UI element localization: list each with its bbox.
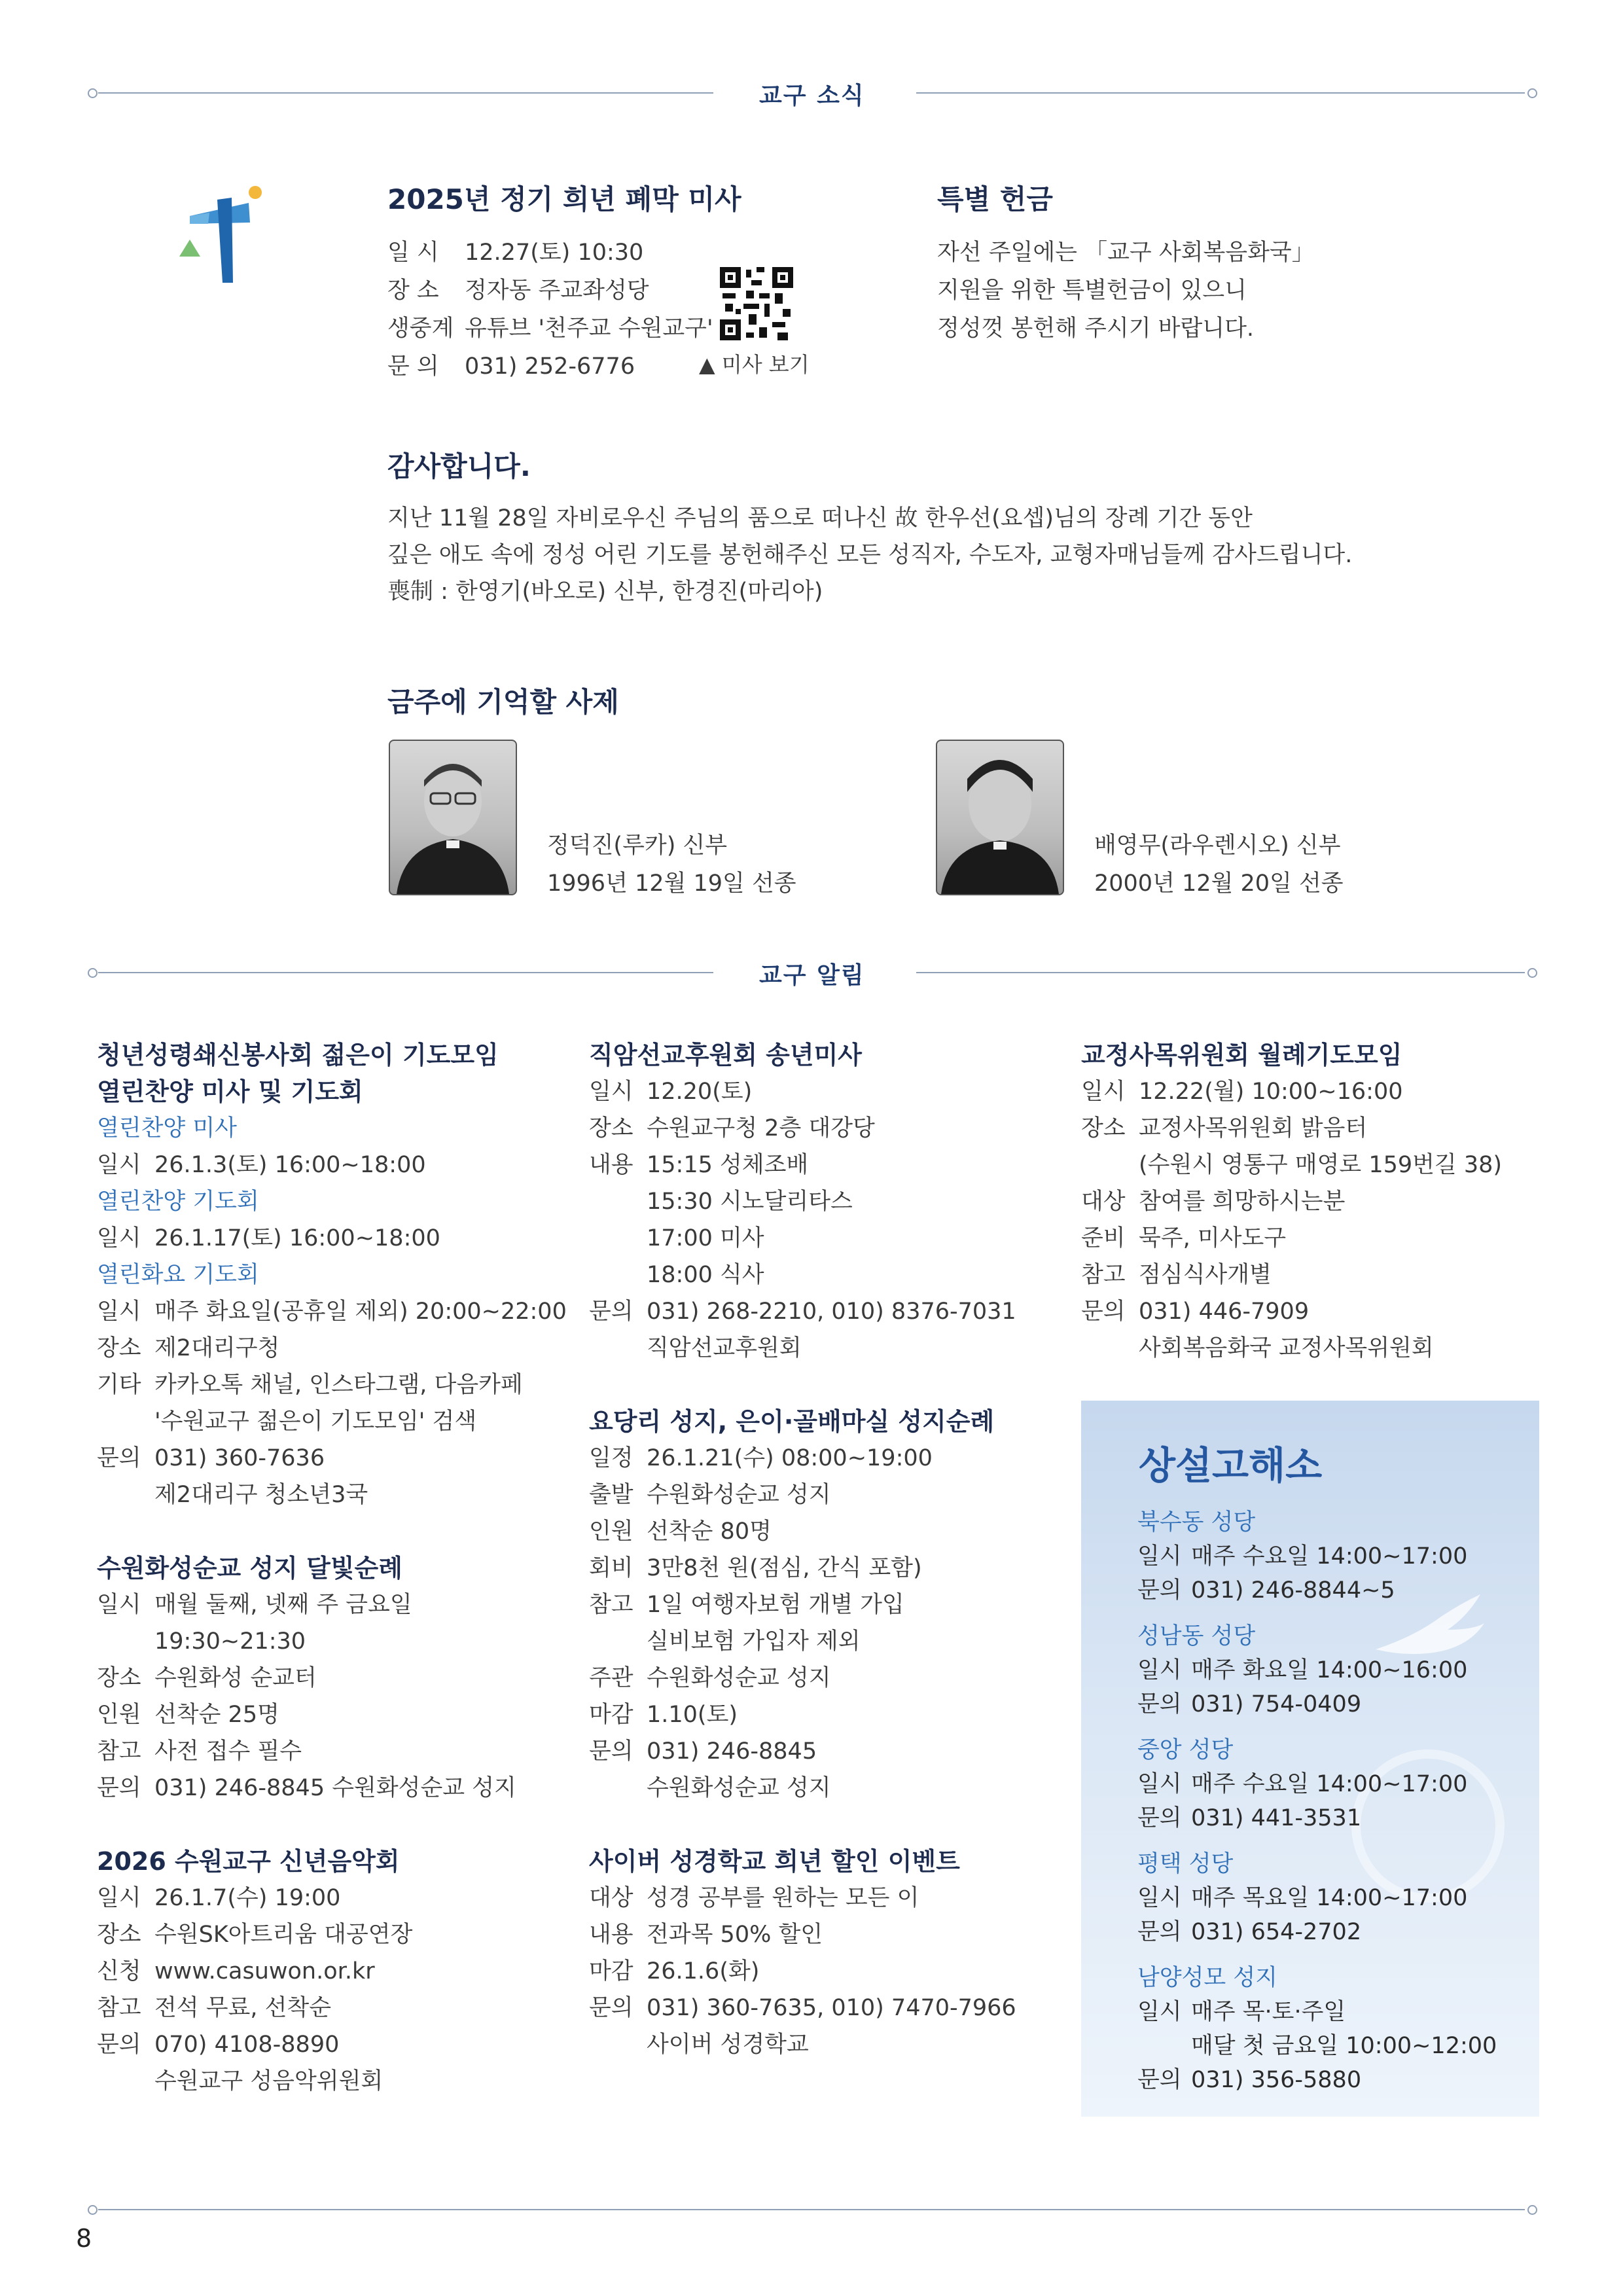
confession-row-value: 매주 화요일 14:00~16:00 (1191, 1657, 1468, 1683)
priest-photo (936, 740, 1064, 895)
notice-row-value: 26.1.7(수) 19:00 (154, 1885, 341, 1911)
notice-row (97, 2063, 568, 2100)
notice-row-value: 수원교구 성음악위원회 (154, 2068, 383, 2094)
notice-row (97, 2026, 568, 2063)
notice-row (97, 1293, 568, 1330)
offering-line: 자선 주일에는 「교구 사회복음화국」 (937, 240, 1315, 266)
notice-row-label: 주관 (589, 1665, 633, 1691)
notice-row-value: 성경 공부를 원하는 모든 이 (647, 1885, 919, 1911)
confession-list (1137, 1505, 1497, 2109)
notice-row-label: 장소 (97, 1665, 141, 1691)
confession-place (1137, 1961, 1497, 2097)
notice-row-value: 15:15 성체조배 (647, 1152, 809, 1178)
notice-row-value: 교정사목위원회 밝음터 (1139, 1115, 1368, 1141)
notice-row-value: 전석 무료, 선착순 (154, 1995, 332, 2021)
confession-row (1137, 2063, 1497, 2097)
notice-row-label: 참고 (589, 1592, 633, 1618)
notice-row-value: 수원교구청 2층 대강당 (647, 1115, 875, 1141)
notice-row-value: 실비보험 가입자 제외 (647, 1628, 861, 1655)
priest-name: 정덕진(루카) 신부 (547, 833, 728, 859)
notice-row-label: 대상 (1081, 1189, 1126, 1215)
notice-row (97, 1770, 568, 1806)
notice-row-label (589, 1220, 647, 1257)
notice-row (1081, 1220, 1552, 1257)
notice-row-value: 031) 246-8845 수원화성순교 성지 (154, 1775, 516, 1801)
confession-row-value: 매주 목·토·주일 (1191, 1999, 1346, 2025)
divider (916, 972, 1525, 973)
thanks-line: 喪制 : 한영기(바오로) 신부, 한경진(마리아) (387, 579, 823, 605)
notice-row (589, 1587, 1060, 1623)
notice-row-value: 사전 접수 필수 (154, 1738, 302, 1765)
notice-row-value: 선착순 80명 (647, 1518, 772, 1545)
confession-row-value: 매주 목요일 14:00~17:00 (1191, 1885, 1468, 1911)
notice-row-label: 일시 (97, 1885, 141, 1911)
offering-title: 특별 헌금 (937, 183, 1053, 215)
confession-row-label: 일시 (1137, 1657, 1182, 1683)
confession-row-value: 031) 441-3531 (1191, 1805, 1362, 1831)
notice-row-value: 수원화성 순교터 (154, 1665, 317, 1691)
notice-row-label (97, 2063, 154, 2100)
confession-place (1137, 1847, 1497, 1949)
page-number: 8 (76, 2224, 92, 2253)
confession-place-name: 성남동 성당 (1137, 1623, 1256, 1649)
notice-row-label: 일시 (97, 1225, 141, 1251)
notice-row (97, 1220, 568, 1257)
confession-row-value: 매달 첫 금요일 10:00~12:00 (1191, 2033, 1497, 2059)
notice-row-value: 18:00 식사 (647, 1262, 764, 1288)
notice-row (589, 1953, 1060, 1990)
qr-caption: ▲ 미사 보기 (699, 352, 810, 377)
notice-row (589, 1220, 1060, 1257)
confession-place (1137, 1505, 1497, 1607)
notice-row (97, 1953, 568, 1990)
confession-row-value: 매주 수요일 14:00~17:00 (1191, 1771, 1468, 1797)
confession-row-label: 일시 (1137, 1543, 1182, 1570)
confession-row-label: 일시 (1137, 1999, 1182, 2025)
notice-row (97, 1403, 568, 1440)
notice-row-label: 일시 (97, 1299, 141, 1325)
notice-subtitle: 열린찬양 기도회 (97, 1189, 259, 1215)
notice-row-label: 장소 (1081, 1115, 1126, 1141)
notice-row-value: 3만8천 원(점심, 간식 포함) (647, 1555, 922, 1581)
confession-row-value: 031) 754-0409 (1191, 1691, 1362, 1717)
notice-row-value: 묵주, 미사도구 (1139, 1225, 1287, 1251)
jubilee-row: 문 의 031) 252-6776 (387, 353, 635, 380)
notice-row-label: 일정 (589, 1445, 633, 1471)
notice-row (1081, 1110, 1552, 1147)
notice-row-value: 참여를 희망하시는분 (1139, 1189, 1346, 1215)
notice-row-label: 문의 (589, 1738, 633, 1765)
notice-row-value: 17:00 미사 (647, 1225, 764, 1251)
notice-row-label: 준비 (1081, 1225, 1126, 1251)
notice-row (589, 1257, 1060, 1293)
notice-row-label: 마감 (589, 1702, 633, 1728)
confession-place-name: 평택 성당 (1137, 1851, 1234, 1877)
notice-title: 요당리 성지, 은이·골배마실 성지순례 (589, 1407, 995, 1436)
notice-subtitle: 열린화요 기도회 (97, 1262, 259, 1288)
confession-row (1137, 1539, 1497, 1573)
notice-row-label (589, 1623, 647, 1660)
notice-row (1081, 1147, 1552, 1183)
notice-row-value: 031) 360-7635, 010) 7470-7966 (647, 1995, 1016, 2021)
thanks-title: 감사합니다. (387, 450, 531, 482)
notice-title: 열린찬양 미사 및 기도회 (97, 1077, 363, 1106)
notice-row (589, 1183, 1060, 1220)
notice-row-label: 인원 (97, 1702, 141, 1728)
notice-row (97, 1623, 568, 1660)
notice-row-label: 장소 (97, 1335, 141, 1361)
notice-row-value: 매주 화요일(공휴일 제외) 20:00~22:00 (154, 1299, 567, 1325)
jubilee-title: 2025년 정기 희년 폐막 미사 (387, 183, 741, 215)
notice-row (97, 1733, 568, 1770)
notice-row (97, 1330, 568, 1367)
confession-row-value: 매주 수요일 14:00~17:00 (1191, 1543, 1468, 1570)
confession-row-label: 일시 (1137, 1771, 1182, 1797)
rule-end-dot (1527, 968, 1537, 978)
notice-row (97, 1990, 568, 2026)
rule-end-dot (1527, 2205, 1537, 2215)
notice-row-label (97, 1403, 154, 1440)
section-title: 교구 알림 (759, 962, 865, 989)
notice-row-label (589, 1257, 647, 1293)
notice-column-3 (1081, 1037, 1552, 1367)
priest-photo (389, 740, 517, 895)
notice-row (589, 1513, 1060, 1550)
rule-end-dot (88, 2205, 98, 2215)
confession-title: 상설고해소 (1139, 1443, 1323, 1488)
offering-line: 정성껏 봉헌해 주시기 바랍니다. (937, 315, 1255, 342)
divider (98, 972, 713, 973)
rule-end-dot (1527, 88, 1537, 98)
confession-row-label: 문의 (1137, 1691, 1182, 1717)
confession-row-value: 031) 246-8844~5 (1191, 1577, 1395, 1604)
confession-row (1137, 1915, 1497, 1949)
notice-row-label: 일시 (1081, 1079, 1126, 1105)
notice-row-label: 참고 (97, 1738, 141, 1765)
spacer (589, 1806, 1060, 1843)
notice-row-label: 문의 (1081, 1299, 1126, 1325)
rule-end-dot (88, 968, 98, 978)
notice-row-label: 장소 (97, 1922, 141, 1948)
jubilee-row: 일 시 12.27(토) 10:30 (387, 240, 644, 266)
notice-row-value: 제2대리구 청소년3국 (154, 1482, 368, 1508)
notice-row-label: 참고 (97, 1995, 141, 2021)
notice-row (97, 1916, 568, 1953)
notice-row-label: 일시 (589, 1079, 633, 1105)
notice-row-label (589, 2026, 647, 2063)
notice-row (589, 1440, 1060, 1477)
divider (916, 92, 1525, 94)
notice-row-label: 마감 (589, 1958, 633, 1984)
priest-date: 2000년 12월 20일 선종 (1094, 870, 1344, 897)
notice-row (97, 1477, 568, 1513)
notice-row-label (589, 1183, 647, 1220)
priest-name: 배영무(라우렌시오) 신부 (1094, 833, 1341, 859)
spacer (97, 1806, 568, 1843)
confession-place (1137, 1619, 1497, 1721)
confession-row-label: 문의 (1137, 1805, 1182, 1831)
notice-row-label: 문의 (97, 2032, 141, 2058)
notice-row-label: 인원 (589, 1518, 633, 1545)
notice-title: 수원화성순교 성지 달빛순례 (97, 1554, 402, 1583)
notice-row-value: 매월 둘째, 넷째 주 금요일 (154, 1592, 412, 1618)
notice-row (589, 1073, 1060, 1110)
notice-row-label: 문의 (97, 1775, 141, 1801)
section-title: 교구 소식 (759, 82, 865, 109)
notice-row (589, 1293, 1060, 1330)
notice-row-value: 사이버 성경학교 (647, 2032, 809, 2058)
notice-row-label (1081, 1147, 1139, 1183)
confession-row (1137, 1687, 1497, 1721)
qr-code-icon[interactable] (720, 267, 793, 340)
notice-row (589, 1733, 1060, 1770)
notice-row-label: 대상 (589, 1885, 633, 1911)
notice-row-label (1081, 1330, 1139, 1367)
notice-row (589, 1696, 1060, 1733)
notice-title: 직암선교후원회 송년미사 (589, 1041, 863, 1069)
notice-row (589, 1550, 1060, 1587)
notice-column-1 (97, 1037, 568, 2100)
notice-row-value: 1.10(토) (647, 1702, 738, 1728)
notice-row-label: 참고 (1081, 1262, 1126, 1288)
rule-end-dot (88, 88, 98, 98)
confession-place-name: 중앙 성당 (1137, 1737, 1234, 1763)
divider (98, 2209, 1525, 2210)
notice-row-value: 점심식사개별 (1139, 1262, 1272, 1288)
notice-row-value: (수원시 영통구 매영로 159번길 38) (1139, 1152, 1503, 1178)
notice-row-value: 수원화성순교 성지 (647, 1665, 831, 1691)
confession-place-name: 남양성모 성지 (1137, 1965, 1277, 1991)
notice-column-2 (589, 1037, 1060, 2063)
notice-row-value: 수원화성순교 성지 (647, 1775, 831, 1801)
notice-row-label: 문의 (589, 1299, 633, 1325)
notice-row (589, 1110, 1060, 1147)
notice-row-label (97, 1477, 154, 1513)
confession-row-label: 일시 (1137, 1885, 1182, 1911)
notice-title: 사이버 성경학교 희년 할인 이벤트 (589, 1847, 960, 1876)
confession-row-value: 031) 654-2702 (1191, 1919, 1362, 1945)
jubilee-row: 생중계 유튜브 '천주교 수원교구' (387, 315, 713, 342)
offering-line: 지원을 위한 특별헌금이 있으니 (937, 278, 1247, 304)
notice-row (1081, 1293, 1552, 1330)
notice-row-label (589, 1770, 647, 1806)
notice-row-value: 26.1.21(수) 08:00~19:00 (647, 1445, 933, 1471)
spacer (589, 1367, 1060, 1403)
confession-row (1137, 1881, 1497, 1915)
notice-row-label (589, 1330, 647, 1367)
notice-row-label: 일시 (97, 1152, 141, 1178)
notice-row-value: 070) 4108-8890 (154, 2032, 340, 2058)
notice-row (589, 1147, 1060, 1183)
notice-row (589, 2026, 1060, 2063)
notice-row (97, 1440, 568, 1477)
notice-row-value: '수원교구 젊은이 기도모임' 검색 (154, 1408, 477, 1435)
notice-row (1081, 1183, 1552, 1220)
notice-row-value: 031) 446-7909 (1139, 1299, 1310, 1325)
notice-row (589, 1330, 1060, 1367)
notice-row-value: 031) 360-7636 (154, 1445, 325, 1471)
notice-row (589, 1623, 1060, 1660)
diocese-logo-icon (177, 183, 275, 288)
notice-row (1081, 1330, 1552, 1367)
notice-row-value: 직암선교후원회 (647, 1335, 802, 1361)
notice-row (97, 1367, 568, 1403)
confession-place (1137, 1733, 1497, 1835)
notice-row (97, 1880, 568, 1916)
notice-row-label: 내용 (589, 1152, 633, 1178)
notice-row-value: 031) 246-8845 (647, 1738, 817, 1765)
notice-row (589, 1477, 1060, 1513)
confession-row-label: 문의 (1137, 1919, 1182, 1945)
notice-row-label: 회비 (589, 1555, 633, 1581)
notice-row-label: 일시 (97, 1592, 141, 1618)
confession-row (1137, 1801, 1497, 1835)
notice-row-label: 문의 (589, 1995, 633, 2021)
thanks-line: 깊은 애도 속에 정성 어린 기도를 봉헌해주신 모든 성직자, 수도자, 교형자매님들께 감사드립니다. (387, 542, 1353, 568)
confession-row-label (1137, 2029, 1191, 2063)
confession-row (1137, 1573, 1497, 1607)
notice-row (589, 1916, 1060, 1953)
priest-date: 1996년 12월 19일 선종 (547, 870, 796, 897)
notice-row-value: 수원화성순교 성지 (647, 1482, 831, 1508)
notice-row-label: 장소 (589, 1115, 633, 1141)
notice-row-value: 15:30 시노달리타스 (647, 1189, 853, 1215)
notice-row-value: 제2대리구청 (154, 1335, 280, 1361)
notice-row (97, 1696, 568, 1733)
notice-row (97, 1147, 568, 1183)
jubilee-row: 장 소 정자동 주교좌성당 (387, 278, 649, 304)
notice-row-label: 출발 (589, 1482, 633, 1508)
notice-row-value: 선착순 25명 (154, 1702, 279, 1728)
confession-row (1137, 1995, 1497, 2029)
confession-box (1081, 1401, 1539, 2117)
notice-row-value: 26.1.3(토) 16:00~18:00 (154, 1152, 426, 1178)
thanks-line: 지난 11월 28일 자비로우신 주님의 품으로 떠나신 故 한우선(요셉)님의 장례 기간 동안 (387, 505, 1253, 531)
notice-row (97, 1587, 568, 1623)
notice-row (589, 1990, 1060, 2026)
memorial-title: 금주에 기억할 사제 (387, 686, 619, 718)
confession-row (1137, 2029, 1497, 2063)
notice-row-value: 사회복음화국 교정사목위원회 (1139, 1335, 1434, 1361)
notice-row-value: 12.20(토) (647, 1079, 753, 1105)
confession-row-label: 문의 (1137, 2067, 1182, 2093)
notice-row-value: 19:30~21:30 (154, 1628, 306, 1655)
notice-row (1081, 1257, 1552, 1293)
confession-row (1137, 1767, 1497, 1801)
confession-row (1137, 1653, 1497, 1687)
notice-row-label: 신청 (97, 1958, 141, 1984)
notice-row-label: 문의 (97, 1445, 141, 1471)
notice-row-label: 내용 (589, 1922, 633, 1948)
confession-place-name: 북수동 성당 (1137, 1509, 1256, 1535)
notice-title: 청년성령쇄신봉사회 젊은이 기도모임 (97, 1041, 499, 1069)
notice-row-value: 수원SK아트리움 대공연장 (154, 1922, 413, 1948)
notice-row-value: 전과목 50% 할인 (647, 1922, 823, 1948)
notice-row-value: www.casuwon.or.kr (154, 1958, 375, 1984)
notice-subtitle: 열린찬양 미사 (97, 1115, 237, 1141)
notice-row (589, 1770, 1060, 1806)
notice-row-label (97, 1623, 154, 1660)
notice-row (1081, 1073, 1552, 1110)
notice-row (589, 1660, 1060, 1696)
confession-row-value: 031) 356-5880 (1191, 2067, 1362, 2093)
notice-row-label: 기타 (97, 1372, 141, 1398)
confession-row-label: 문의 (1137, 1577, 1182, 1604)
notice-row-value: 1일 여행자보험 개별 가입 (647, 1592, 904, 1618)
notice-title: 교정사목위원회 월례기도모임 (1081, 1041, 1402, 1069)
notice-title: 2026 수원교구 신년음악회 (97, 1847, 400, 1876)
notice-row-value: 031) 268-2210, 010) 8376-7031 (647, 1299, 1016, 1325)
notice-row-value: 26.1.6(화) (647, 1958, 760, 1984)
notice-row-value: 카카오톡 채널, 인스타그램, 다음카페 (154, 1372, 523, 1398)
notice-row (97, 1660, 568, 1696)
spacer (97, 1513, 568, 1550)
notice-row-value: 12.22(월) 10:00~16:00 (1139, 1079, 1403, 1105)
divider (98, 92, 713, 94)
notice-row-value: 26.1.17(토) 16:00~18:00 (154, 1225, 440, 1251)
notice-row (589, 1880, 1060, 1916)
